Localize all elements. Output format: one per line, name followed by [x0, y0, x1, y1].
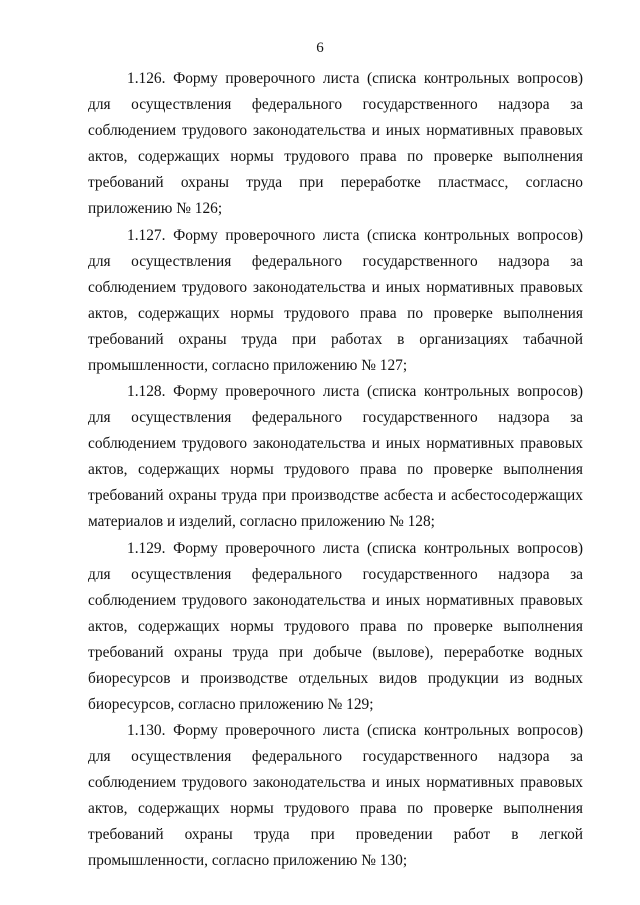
- paragraph-1-127: [88, 223, 583, 380]
- paragraph-text: Форму проверочного листа (списка контрольных вопросов) для осуществления федерального государственного надзора за соблюдением трудового законодательства и иных нормативных правовых актов, содержащих нормы трудового права по проверке выполнения требований охраны труда при производстве асбеста и асбестосодержащих материалов и изделий, согласно приложению № 128;: [88, 383, 583, 530]
- paragraph-1-130: [88, 718, 583, 875]
- paragraph-number: 1.128.: [127, 383, 166, 400]
- paragraph-1-126: [88, 66, 583, 223]
- paragraph-1-129: [88, 536, 583, 719]
- paragraph-1-128: [88, 379, 583, 536]
- paragraph-number: 1.127.: [127, 226, 166, 244]
- page-number: 6: [316, 40, 324, 56]
- paragraph-number: 1.130.: [127, 722, 166, 739]
- paragraph-number: 1.126.: [127, 70, 166, 87]
- paragraph-text: Форму проверочного листа (списка контрольных вопросов) для осуществления федерального государственного надзора за соблюдением трудового законодательства и иных нормативных правовых актов, содержащих нормы трудового права по проверке выполнения требований охраны труда при проведении работ в легкой промышленности, согласно приложению № 130;: [88, 722, 583, 869]
- paragraph-list: [88, 66, 583, 875]
- paragraph-text: Форму проверочного листа (списка контрольных вопросов) для осуществления федерального государственного надзора за соблюдением трудового законодательства и иных нормативных правовых актов, содержащих нормы трудового права по проверке выполнения требований охраны труда при работах в организациях табачной промышленности, согласно приложению № 127;: [88, 226, 583, 374]
- paragraph-text: Форму проверочного листа (списка контрольных вопросов) для осуществления федерального государственного надзора за соблюдением трудового законодательства и иных нормативных правовых актов, содержащих нормы трудового права по проверке выполнения требований охраны труда при переработке пластмасс, согласно приложению № 126;: [88, 70, 583, 217]
- paragraph-number: 1.129.: [127, 539, 166, 557]
- paragraph-text: Форму проверочного листа (списка контрольных вопросов) для осуществления федерального государственного надзора за соблюдением трудового законодательства и иных нормативных правовых актов, содержащих нормы трудового права по проверке выполнения требований охраны труда при добыче (вылове), переработке водных биоресурсов и производстве отдельных видов продукции из водных биоресурсов, согласно приложению № 129;: [88, 539, 583, 713]
